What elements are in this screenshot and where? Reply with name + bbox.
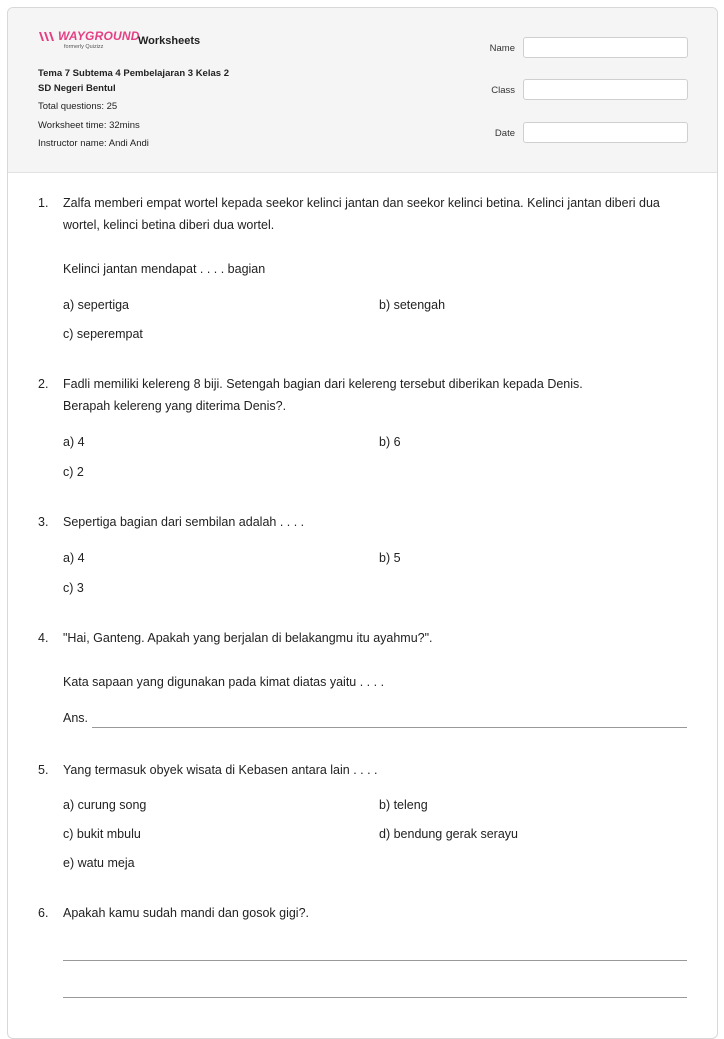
question-text: Yang termasuk obyek wisata di Kebasen antara lain . . . . xyxy=(63,763,378,777)
date-label: Date xyxy=(494,128,515,139)
answer-option: b) setengah xyxy=(379,298,446,312)
question-text: "Hai, Ganteng. Apakah yang berjalan di belakangmu itu ayahmu?". xyxy=(63,631,433,645)
answer-option: b) 5 xyxy=(379,551,401,565)
answer-option: b) 6 xyxy=(379,435,401,449)
answer-option: b) teleng xyxy=(379,798,428,812)
brand-logo xyxy=(38,29,140,50)
answer-line[interactable] xyxy=(63,997,687,998)
question-text: Berapah kelereng yang diterima Denis?. xyxy=(63,399,287,413)
logo-mark-icon xyxy=(38,30,56,42)
answer-option: c) seperempat xyxy=(63,327,143,341)
section-title: Worksheets xyxy=(138,35,201,47)
date-field[interactable] xyxy=(523,122,688,143)
class-label: Class xyxy=(491,85,515,96)
worksheet-header xyxy=(8,8,717,173)
question-text: wortel, kelinci betina diberi dua wortel. xyxy=(63,218,275,232)
answer-option: a) sepertiga xyxy=(63,298,130,312)
name-field[interactable] xyxy=(523,37,688,58)
answer-option: d) bendung gerak serayu xyxy=(379,827,518,841)
question-number: 1. xyxy=(38,196,49,210)
answer-option: e) watu meja xyxy=(63,856,135,870)
instructor-name: Instructor name: Andi Andi xyxy=(38,138,149,149)
answer-option: c) 3 xyxy=(63,581,84,595)
name-label: Name xyxy=(489,43,515,54)
question-number: 5. xyxy=(38,763,49,777)
brand-subtitle: formerly Quizizz xyxy=(64,44,104,50)
class-field[interactable] xyxy=(523,79,688,100)
question-number: 3. xyxy=(38,515,49,529)
worksheet-time: Worksheet time: 32mins xyxy=(38,120,140,131)
answer-option: c) 2 xyxy=(63,465,84,479)
brand-name: WAYGROUND xyxy=(58,29,140,43)
question-number: 4. xyxy=(38,631,49,645)
question-number: 2. xyxy=(38,377,49,391)
question-text: Zalfa memberi empat wortel kepada seekor kelinci jantan dan seekor kelinci betina. Kelinci jantan diberi dua xyxy=(63,196,660,210)
answer-option: c) bukit mbulu xyxy=(63,827,141,841)
school-name: SD Negeri Bentul xyxy=(38,83,116,94)
answer-option: a) curung song xyxy=(63,798,147,812)
question-text: Apakah kamu sudah mandi dan gosok gigi?. xyxy=(63,906,309,920)
answer-line[interactable] xyxy=(92,727,687,728)
worksheet-page xyxy=(7,7,718,1039)
worksheet-title: Tema 7 Subtema 4 Pembelajaran 3 Kelas 2 xyxy=(38,68,229,79)
answer-option: a) 4 xyxy=(63,435,85,449)
question-text: Sepertiga bagian dari sembilan adalah . . . . xyxy=(63,515,305,529)
answer-label: Ans. xyxy=(63,711,89,725)
question-number: 6. xyxy=(38,906,49,920)
question-prompt: Kata sapaan yang digunakan pada kimat diatas yaitu . . . . xyxy=(63,675,385,689)
answer-line[interactable] xyxy=(63,960,687,961)
answer-option: a) 4 xyxy=(63,551,85,565)
total-questions: Total questions: 25 xyxy=(38,101,118,112)
question-text: Fadli memiliki kelereng 8 biji. Setengah bagian dari kelereng tersebut diberikan kepada Denis. xyxy=(63,377,583,391)
question-prompt: Kelinci jantan mendapat . . . . bagian xyxy=(63,262,266,276)
